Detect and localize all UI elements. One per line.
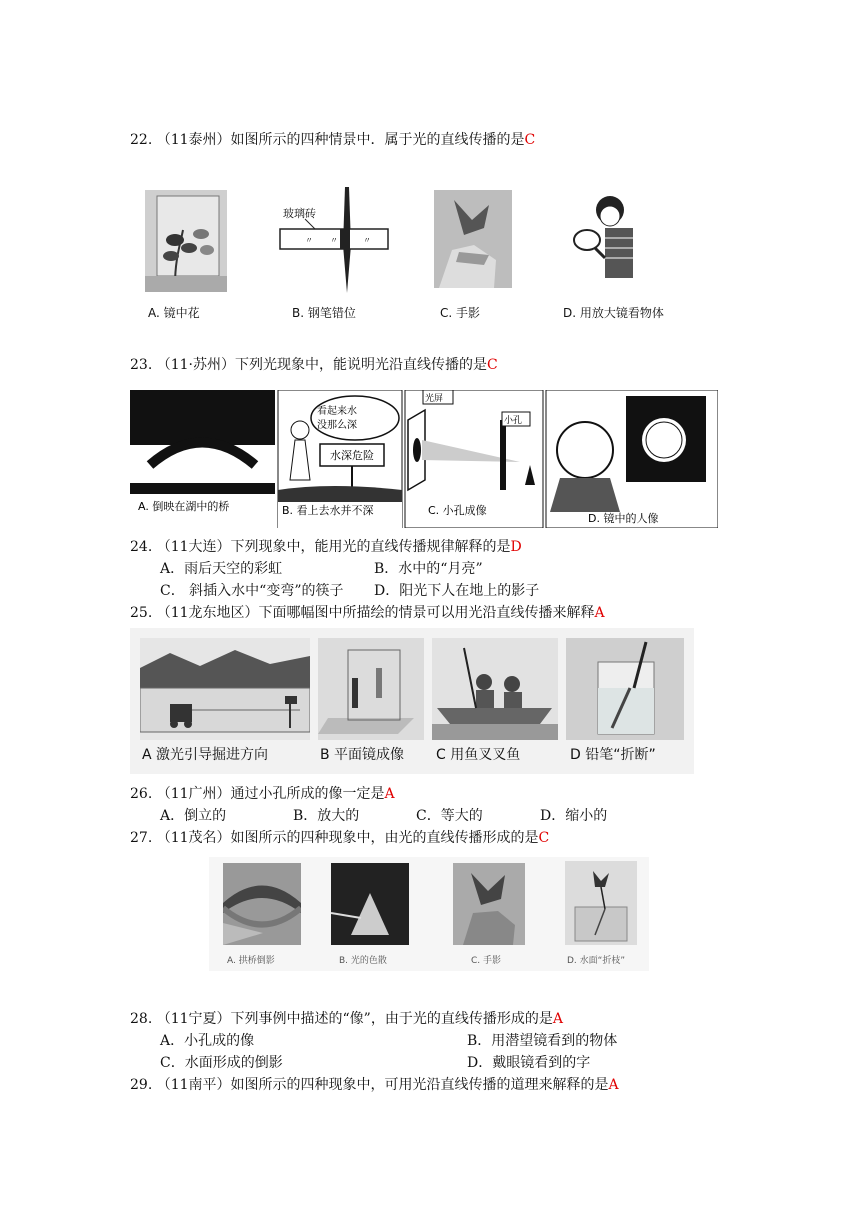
caption-23c: C. 小孔成像 bbox=[428, 504, 487, 517]
answer: C bbox=[486, 357, 498, 373]
option-26b: B．放大的 bbox=[293, 808, 360, 824]
question-29 bbox=[130, 1075, 619, 1095]
panel-hand-shadow bbox=[453, 863, 525, 945]
bubble-line-1: 看起来水 bbox=[317, 406, 357, 417]
answer: A bbox=[552, 1011, 563, 1027]
caption-25d: D 铅笔“折断” bbox=[570, 747, 656, 763]
caption-25a: A 激光引导掘进方向 bbox=[142, 747, 269, 763]
figure-strip-q25 bbox=[130, 628, 694, 774]
caption-25b: B 平面镜成像 bbox=[320, 747, 405, 763]
figure-magnifier bbox=[565, 188, 647, 288]
caption-23b: B. 看上去水并不深 bbox=[282, 504, 374, 517]
question-22 bbox=[130, 130, 535, 150]
figure-strip-q23 bbox=[130, 390, 718, 528]
question-28 bbox=[130, 1009, 563, 1029]
label-hole: 小孔 bbox=[504, 416, 523, 426]
question-23 bbox=[130, 355, 498, 375]
label-screen: 光屏 bbox=[425, 394, 444, 404]
question-text: 29. （11南平）如图所示的四种现象中，可用光沿直线传播的道理来解释的是 bbox=[130, 1077, 609, 1093]
panel-laser-tunnel bbox=[140, 638, 310, 740]
label-glass: 玻璃砖 bbox=[283, 207, 316, 220]
figure-hand-shadow bbox=[434, 190, 512, 288]
caption-22c: C. 手影 bbox=[440, 306, 481, 320]
question-text: 27. （11茂名）如图所示的四种现象中，由光的直线传播形成的是 bbox=[130, 830, 539, 846]
answer: A bbox=[594, 605, 605, 621]
figure-strip-q27 bbox=[209, 857, 649, 971]
figure-pen-glass bbox=[275, 185, 395, 295]
svg-text:〃: 〃 bbox=[330, 236, 338, 245]
answer: C bbox=[538, 830, 550, 846]
caption-27a: A. 拱桥倒影 bbox=[227, 956, 275, 966]
question-26 bbox=[130, 784, 395, 804]
caption-27b: B. 光的色散 bbox=[339, 956, 387, 966]
svg-text:〃: 〃 bbox=[363, 236, 371, 245]
option-26d: D．缩小的 bbox=[540, 808, 608, 824]
question-text: 26. （11广州）通过小孔所成的像一定是 bbox=[130, 786, 385, 802]
caption-25c: C 用鱼叉叉鱼 bbox=[436, 747, 521, 763]
question-text: 22. （11泰州）如图所示的四种情景中．属于光的直线传播的是 bbox=[130, 132, 525, 148]
caption-22d: D. 用放大镜看物体 bbox=[563, 306, 664, 320]
panel-plane-mirror bbox=[318, 638, 424, 740]
option-28c: C．水面形成的倒影 bbox=[160, 1055, 283, 1071]
figure-mirror-flower bbox=[145, 190, 227, 292]
option-28a: A．小孔成的像 bbox=[160, 1033, 255, 1049]
answer: C bbox=[524, 132, 536, 148]
caption-22a: A. 镜中花 bbox=[148, 306, 200, 320]
option-24b: B．水中的“月亮” bbox=[374, 561, 483, 577]
question-text: 24. （11大连）下列现象中，能用光的直线传播规律解释的是 bbox=[130, 539, 511, 555]
option-26c: C．等大的 bbox=[416, 808, 483, 824]
question-27 bbox=[130, 828, 549, 848]
panel-mirror-person bbox=[546, 390, 718, 528]
question-text: 28. （11宁夏）下列事例中描述的“像”，由于光的直线传播形成的是 bbox=[130, 1011, 553, 1027]
panel-prism bbox=[331, 863, 409, 945]
panel-bent-branch bbox=[565, 861, 637, 945]
bubble-line-2: 没那么深 bbox=[317, 420, 357, 431]
caption-23d: D. 镜中的人像 bbox=[588, 512, 659, 525]
caption-27d: D. 水面“折枝” bbox=[567, 956, 625, 966]
option-26a: A．倒立的 bbox=[160, 808, 227, 824]
caption-23a: A. 倒映在湖中的桥 bbox=[138, 500, 230, 513]
question-25 bbox=[130, 603, 605, 623]
answer: A bbox=[384, 786, 395, 802]
option-28d: D．戴眼镜看到的字 bbox=[467, 1055, 591, 1071]
option-24d: D．阳光下人在地上的影子 bbox=[374, 583, 540, 599]
caption-22b: B. 钢笔错位 bbox=[292, 306, 356, 320]
question-text: 25. （11龙东地区）下面哪幅图中所描绘的情景可以用光沿直线传播来解释 bbox=[130, 605, 595, 621]
option-24c: C． 斜插入水中“变弯”的筷子 bbox=[160, 583, 344, 599]
option-28b: B．用潜望镜看到的物体 bbox=[467, 1033, 618, 1049]
caption-27c: C. 手影 bbox=[471, 956, 502, 966]
sign-text: 水深危险 bbox=[330, 449, 374, 462]
svg-text:〃: 〃 bbox=[305, 236, 313, 245]
panel-bent-pencil bbox=[566, 638, 684, 740]
panel-fish-spear bbox=[432, 638, 558, 740]
panel-arch-bridge bbox=[223, 863, 301, 945]
answer: A bbox=[608, 1077, 619, 1093]
question-24 bbox=[130, 537, 522, 557]
question-text: 23. （11·苏州）下列光现象中，能说明光沿直线传播的是 bbox=[130, 357, 487, 373]
option-24a: A．雨后天空的彩虹 bbox=[160, 561, 283, 577]
answer: D bbox=[510, 539, 522, 555]
